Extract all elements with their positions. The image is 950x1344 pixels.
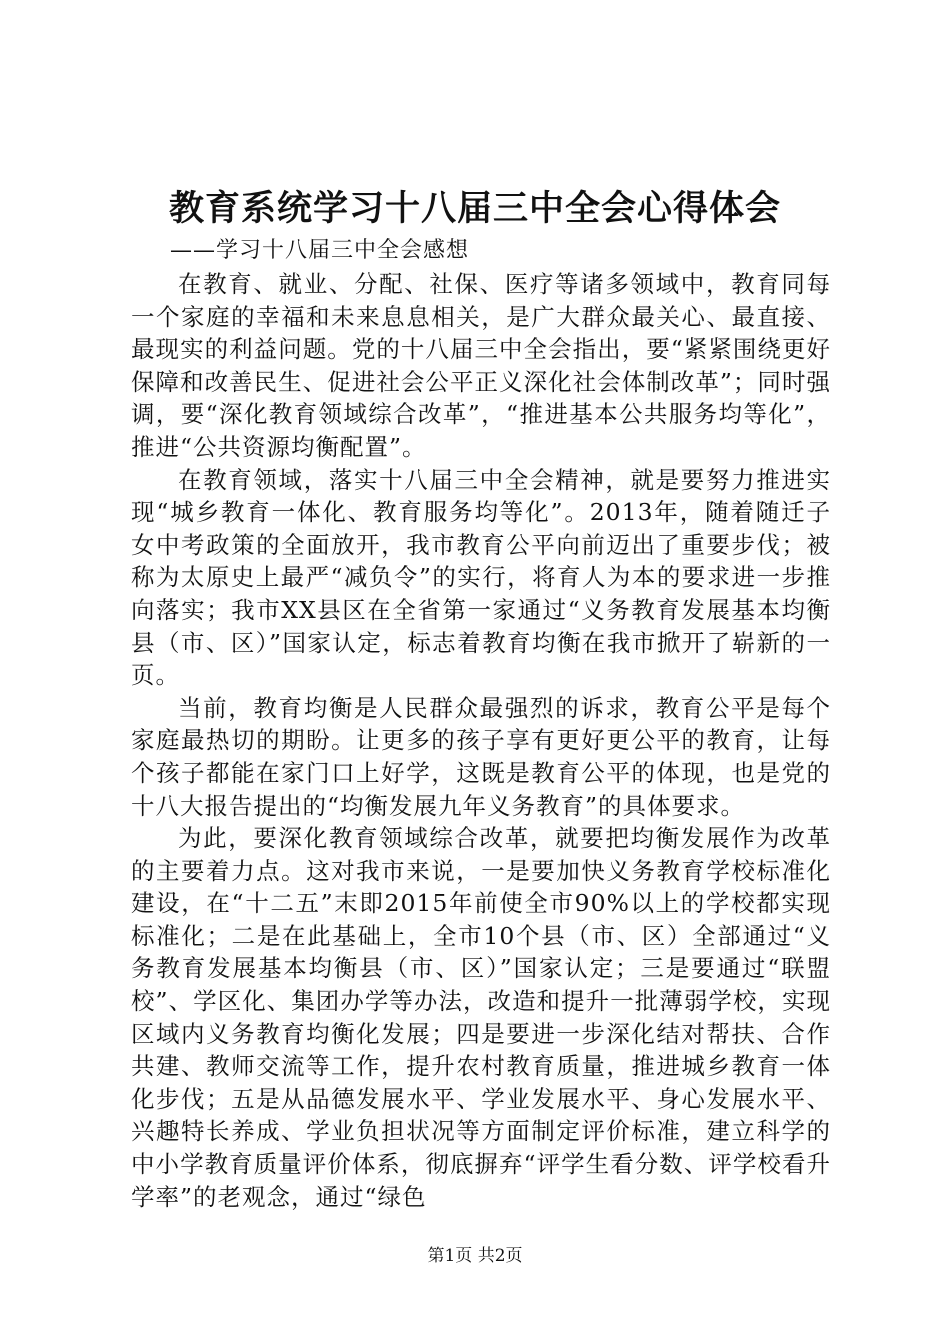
page-number-footer: 第1页 共2页 <box>427 1246 523 1266</box>
paragraph-1: 在教育、就业、分配、社保、医疗等诸多领域中，教育同每一个家庭的幸福和未来息息相关，是广大群众最关心、最直接、最现实的利益问题。党的十八届三中全会指出，要“紧紧围绕更好保障和改善民生、促进社会公平正义深化社会体制改革”；同时强调，要“深化教育领域综合改革”，“推进基本公共服务均等化”，推进“公共资源均衡配置”。 <box>131 270 831 461</box>
document-subtitle: ——学习十八届三中全会感想 <box>170 238 470 263</box>
paragraph-2: 在教育领域，落实十八届三中全会精神，就是要努力推进实现“城乡教育一体化、教育服务均等化”。2013年，随着随迁子女中考政策的全面放开，我市教育公平向前迈出了重要步伐；被称为太原史上最严“减负令”的实行，将育人为本的要求进一步推向落实；我市XX县区在全省第一家通过“义务教育发展基本均衡县（市、区）”国家认定，标志着教育均衡在我市掀开了崭新的一页。 <box>131 465 831 690</box>
paragraph-4: 为此，要深化教育领域综合改革，就要把均衡发展作为改革的主要着力点。这对我市来说，一是要加快义务教育学校标准化建设，在“十二五”末即2015年前使全市90%以上的学校都实现标准化；二是在此基础上，全市10个县（市、区）全部通过“义务教育发展基本均衡县（市、区）”国家认定；三是要通过“联盟校”、学区化、集团办学等办法，改造和提升一批薄弱学校，实现区域内义务教育均衡化发展；四是要进一步深化结对帮扶、合作共建、教师交流等工作，提升农村教育质量，推进城乡教育一体化步伐；五是从品德发展水平、学业发展水平、身心发展水平、兴趣特长养成、学业负担状况等方面制定评价标准，建立科学的中小学教育质量评价体系，彻底摒弃“评学生看分数、评学校看升学率”的老观念，通过“绿色 <box>131 824 831 1211</box>
document-body <box>131 268 831 1213</box>
paragraph-3: 当前，教育均衡是人民群众最强烈的诉求，教育公平是每个家庭最热切的期盼。让更多的孩子享有更好更公平的教育，让每个孩子都能在家门口上好学，这既是教育公平的体现，也是党的十八大报告提出的“均衡发展九年义务教育”的具体要求。 <box>131 693 831 820</box>
document-title: 教育系统学习十八届三中全会心得体会 <box>168 188 781 229</box>
